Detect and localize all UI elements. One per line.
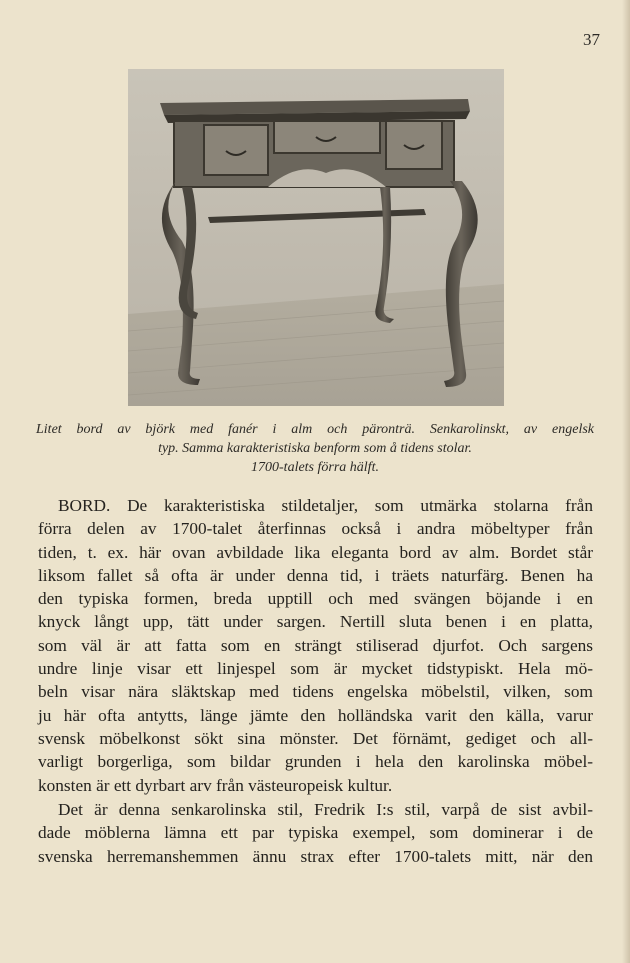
paragraph-bord (38, 494, 593, 797)
text-line: ju här ofta antytts, länge jämte den holländska varit den källa, varur (38, 705, 593, 725)
text-line: den typiska formen, breda upptill och med svängen böjande i en (38, 589, 593, 609)
page-edge-shadow (622, 0, 630, 963)
text-line: konsten är ett dyrbart arv från västeuropeisk kultur. (38, 775, 393, 795)
table-photo (128, 69, 504, 406)
text-line: Det är denna senkarolinska stil, Fredrik I:s stil, varpå de sist avbil- (58, 800, 593, 819)
text-line: som väl är att fatta som en strängt stiliserad djurfot. Och sargens (38, 635, 593, 655)
text-line: liksom fallet så ofta är under denna tid, i träets naturfärg. Benen ha (38, 565, 593, 585)
text-line: beln visar nära släktskap med tidens engelska möbelstil, vilken, som (38, 682, 593, 702)
caption-line: typ. Samma karakteristiska benform som å tidens stolar. (158, 441, 472, 456)
text-line: svenska herremanshemmen ännu strax efter 1700-talets mitt, när den (38, 846, 593, 866)
text-line: varligt borgerliga, som bildar grunden i hela den karolinska möbel- (38, 752, 593, 772)
page-number: 37 (583, 30, 600, 49)
paragraph-senkarolinsk (38, 798, 593, 868)
text-line: tiden, t. ex. här ovan avbildade lika eleganta bord av alm. Bordet står (38, 542, 593, 562)
text-line: dade möblerna lämna ett par typiska exempel, som dominerar i de (38, 823, 593, 843)
text-line: BORD. De karakteristiska stildetaljer, som utmärka stolarna från (58, 496, 593, 515)
text-line: knyck långt upp, tätt under sargen. Nertill sluta benen i en platta, (38, 612, 593, 632)
figure-caption (36, 420, 594, 477)
text-line: förra delen av 1700-talet återfinnas också i andra möbeltyper från (38, 519, 593, 539)
caption-line: 1700-talets förra hälft. (251, 460, 379, 475)
caption-line: Litet bord av björk med fanér i alm och päronträ. Senkarolinskt, av engelsk (36, 422, 594, 437)
text-line: svensk möbelkonst sökt sina mönster. Det förnämt, gediget och all- (38, 728, 593, 748)
text-line: undre linje visar ett linjespel som är mycket tidstypiskt. Hela mö- (38, 659, 593, 679)
